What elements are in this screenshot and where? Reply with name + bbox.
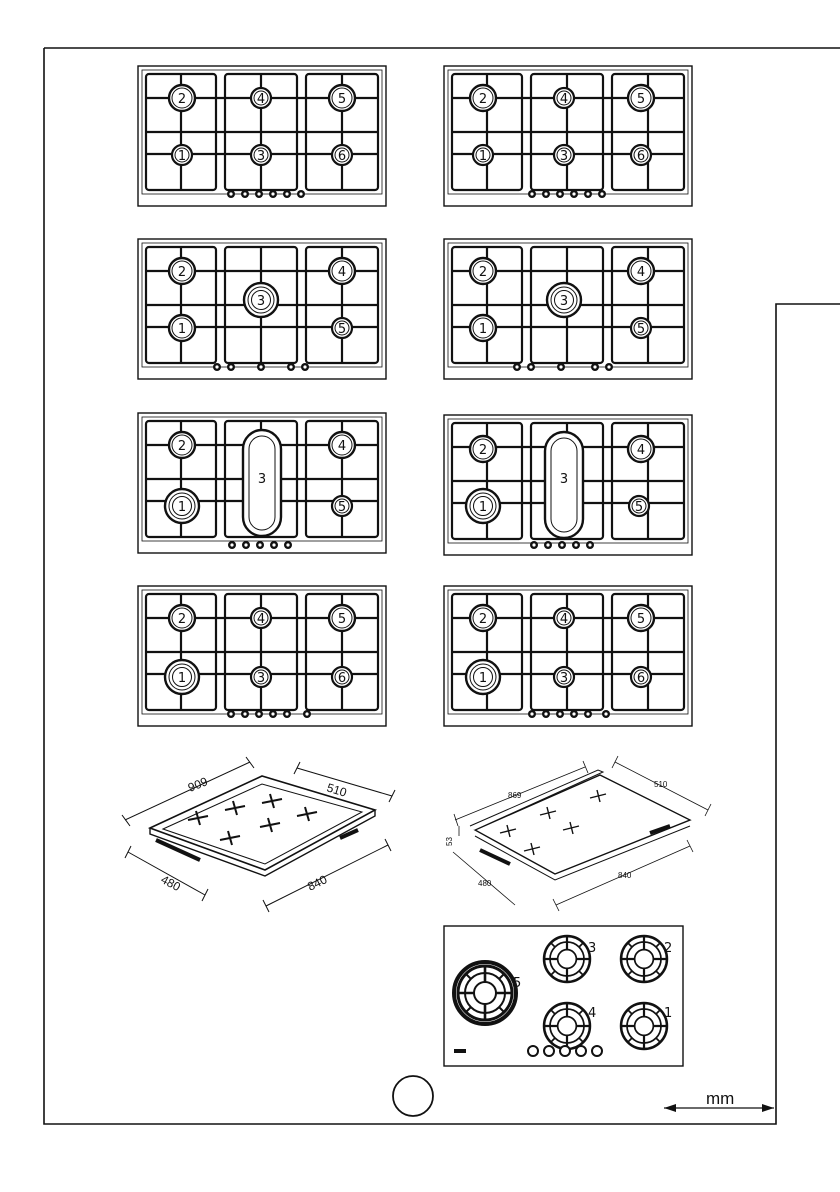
burner-label: 2 [177,612,187,627]
glass-hob [444,926,683,1066]
burner-label: 2 [478,443,488,458]
burner-label: 6 [636,671,646,686]
control-knobs [228,541,292,549]
dimension-height: 53 [445,837,454,846]
burner-label: 3 [257,472,267,487]
burner-label: 2 [478,265,488,280]
hob-b-left [138,239,386,379]
burner-label: 3 [559,149,569,164]
dimension-width-bottom: 840 [305,872,330,894]
burner-label: 1 [478,500,488,515]
control-knobs [530,541,594,549]
burner-label: 5 [337,322,347,337]
burner-label: 1 [478,149,488,164]
burner-label: 1 [478,322,488,337]
burner-label: 4 [256,92,266,107]
burner-label: 4 [337,265,347,280]
brand-logo [454,1049,466,1053]
burner-label: 3 [256,671,266,686]
hob-b-right [444,239,692,379]
burner-label: 1 [177,500,187,515]
burner-label: 4 [588,1006,597,1021]
burner-label: 1 [177,322,187,337]
hob-c-right [444,415,692,555]
burner-label: 5 [513,976,522,991]
burner-label: 2 [478,92,488,107]
hob-a-left [138,66,386,206]
burner-label: 5 [337,92,347,107]
figure-marker [393,1076,433,1116]
dimension-depth-top: 510 [654,780,668,789]
burner-label: 3 [256,294,266,309]
burner-label: 2 [177,439,187,454]
burner-label: 4 [337,439,347,454]
burner-label: 3 [559,671,569,686]
unit-label: mm [706,1089,735,1108]
dimension-width-top: 909 [185,774,210,795]
burner-label: 5 [636,322,646,337]
cutout-isometric-left [122,757,395,912]
burner-label: 3 [559,294,569,309]
burner-label: 1 [177,149,187,164]
burner-label: 5 [634,500,644,515]
burner-label: 4 [559,612,569,627]
burner-label: 5 [337,612,347,627]
control-knobs [213,363,309,371]
burner-label: 4 [636,443,646,458]
burner-label: 2 [177,265,187,280]
burner-label: 3 [559,472,569,487]
burner-label: 3 [256,149,266,164]
dimension-depth-top: 510 [325,780,349,800]
cutout-isometric-right [445,756,711,911]
control-knobs [513,363,613,371]
burner-label: 5 [636,92,646,107]
burner-label: 5 [337,500,347,515]
burner-label: 4 [256,612,266,627]
burner-label: 1 [478,671,488,686]
burner-label: 1 [664,1006,673,1021]
burner-label: 6 [337,671,347,686]
burner-label: 2 [177,92,187,107]
burner-label: 4 [559,92,569,107]
burner-label: 2 [478,612,488,627]
dimension-width-top: 869 [508,791,522,800]
dimension-depth-bottom: 480 [158,872,183,895]
dimension-width-bottom: 840 [618,871,632,880]
burner-label: 3 [588,941,597,956]
burner-label: 4 [636,265,646,280]
burner-label: 5 [636,612,646,627]
hob-d-left [138,586,386,726]
burner-label: 6 [337,149,347,164]
hob-d-right [444,586,692,726]
burner-label: 2 [664,941,673,956]
dimension-depth-bottom: 480 [478,879,492,888]
burner-label: 6 [636,149,646,164]
hob-a-right [444,66,692,206]
burner-label: 1 [177,671,187,686]
hob-c-left [138,413,386,553]
